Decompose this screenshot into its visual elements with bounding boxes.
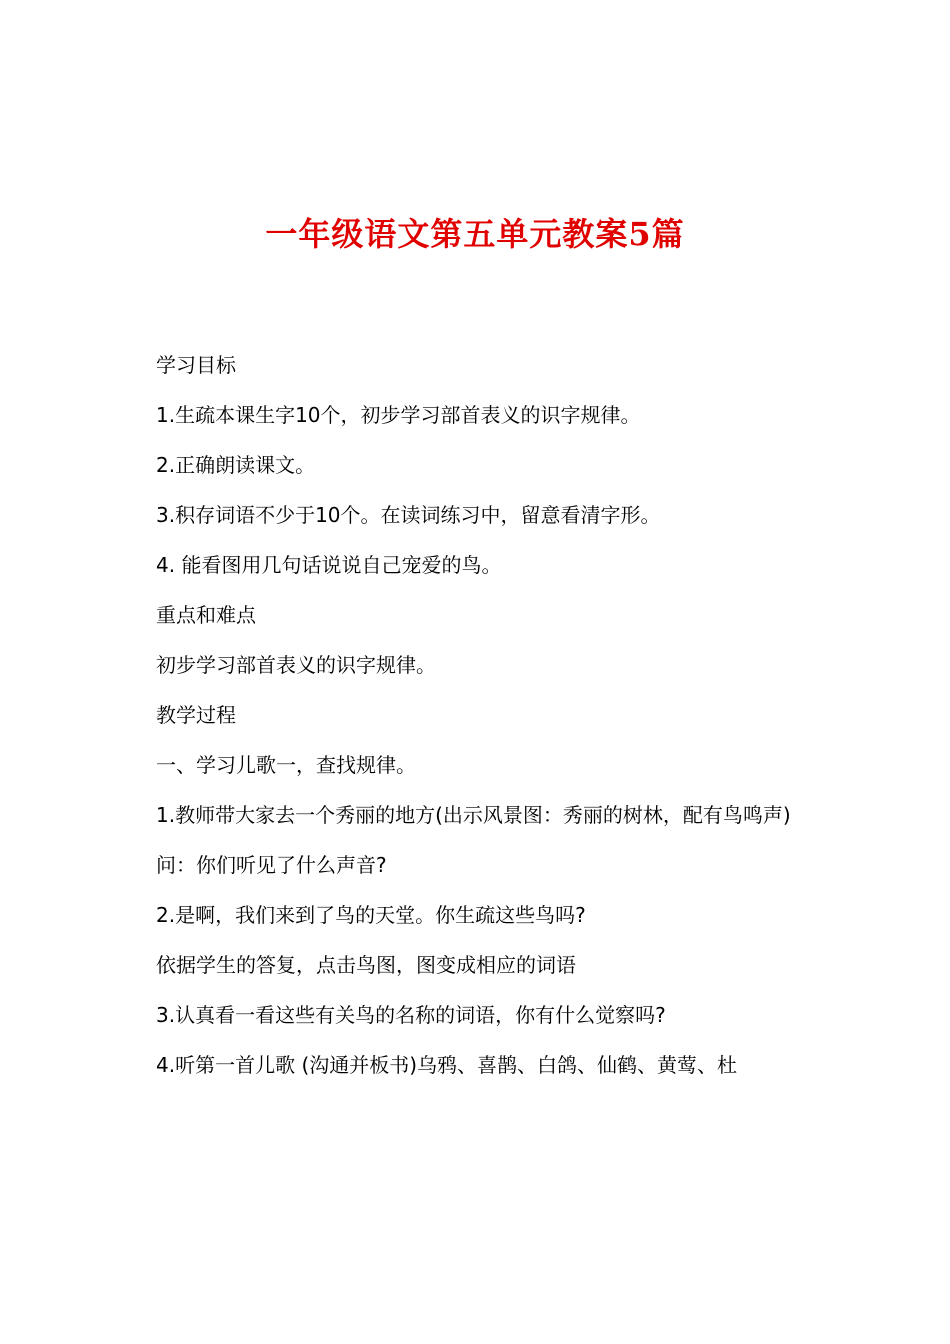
paragraph: 3.认真看一看这些有关鸟的名称的词语，你有什么觉察吗? [156,1003,666,1027]
paragraph: 2.正确朗读课文。 [156,453,316,477]
paragraph: 2.是啊，我们来到了鸟的天堂。你生疏这些鸟吗? [156,903,586,927]
paragraph: 依据学生的答复，点击鸟图，图变成相应的词语 [156,953,576,977]
paragraph: 1.教师带大家去一个秀丽的地方(出示风景图：秀丽的树林，配有鸟鸣声) [156,803,791,827]
paragraph: 问：你们听见了什么声音? [156,853,387,877]
section-heading-process: 教学过程 [156,703,236,727]
section-heading-objectives: 学习目标 [156,353,236,377]
paragraph: 一、学习儿歌一，查找规律。 [156,753,416,777]
paragraph: 4.听第一首儿歌 (沟通并板书)乌鸦、喜鹊、白鸽、仙鹤、黄莺、杜 [156,1053,738,1077]
section-heading-key-points: 重点和难点 [156,603,256,627]
document-title: 一年级语文第五单元教案5篇 [265,215,685,253]
paragraph: 4. 能看图用几句话说说自己宠爱的鸟。 [156,553,502,577]
paragraph: 1.生疏本课生字10个，初步学习部首表义的识字规律。 [156,403,641,427]
paragraph: 3.积存词语不少于10个。在读词练习中，留意看清字形。 [156,503,661,527]
document-body [126,340,836,1090]
paragraph: 初步学习部首表义的识字规律。 [156,653,436,677]
